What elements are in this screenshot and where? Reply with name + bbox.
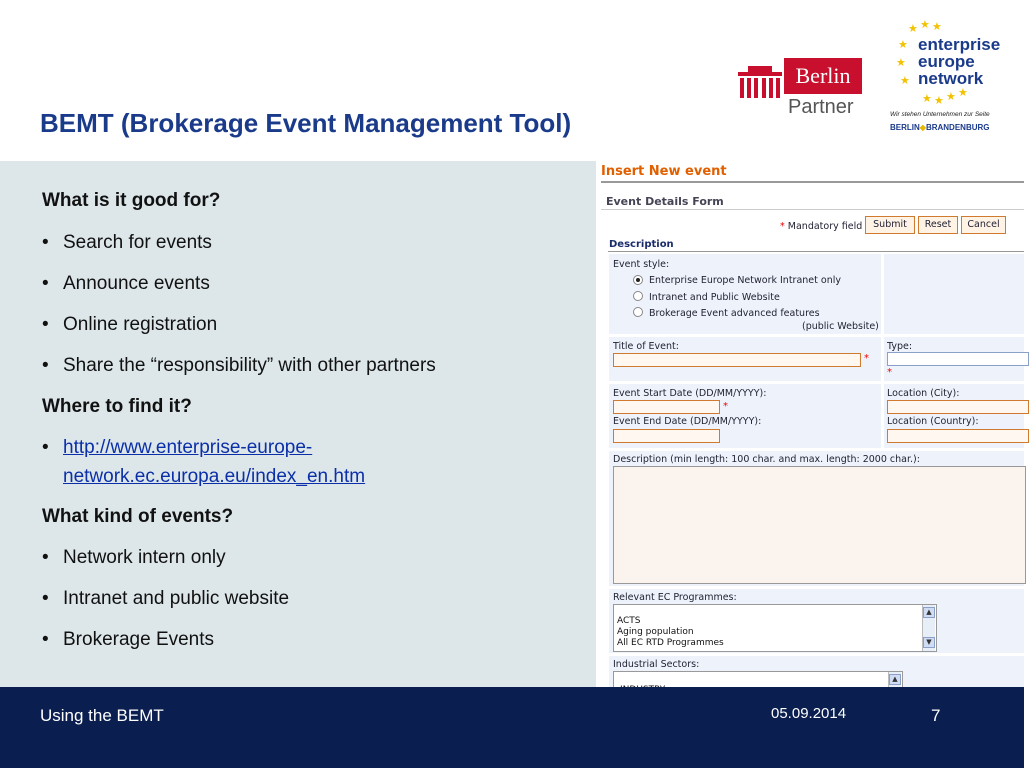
svg-text:★: ★	[934, 95, 944, 107]
svg-text:★: ★	[898, 39, 908, 51]
mandatory-text: Mandatory field	[787, 221, 863, 232]
footer-title: Using the BEMT	[40, 706, 164, 725]
ec-programmes-label: Relevant EC Programmes:	[613, 592, 737, 603]
bullet-text: Search for events	[63, 232, 212, 253]
form-title: Insert New event	[601, 164, 727, 179]
reset-button[interactable]: Reset	[918, 216, 958, 234]
bullet-icon: •	[42, 232, 49, 253]
list-item[interactable]: All EC RTD Programmes	[617, 638, 724, 648]
list-item[interactable]: Aging population	[617, 627, 694, 637]
title-divider	[601, 181, 1024, 183]
title-label: Title of Event:	[613, 341, 679, 352]
berlin-wordmark: Berlin	[784, 58, 862, 94]
svg-text:★: ★	[958, 87, 968, 99]
svg-text:★: ★	[922, 93, 932, 105]
cancel-button[interactable]: Cancel	[961, 216, 1006, 234]
style-radio-intranet[interactable]	[633, 275, 643, 285]
style-radio-brokerage[interactable]	[633, 307, 643, 317]
een-url-link[interactable]: http://www.enterprise-europe-	[63, 437, 313, 458]
event-style-label: Event style:	[613, 259, 670, 270]
end-date-label: Event End Date (DD/MM/YYYY):	[613, 416, 762, 427]
scroll-up-icon[interactable]: ▲	[889, 674, 901, 685]
een-region	[890, 123, 990, 132]
heading-kind: What kind of events?	[42, 506, 234, 527]
title-input[interactable]	[613, 353, 861, 367]
een-wordmark	[918, 36, 1000, 87]
form-subtitle: Event Details Form	[606, 195, 724, 208]
style-option-label: Brokerage Event advanced features	[649, 308, 820, 319]
bullet-icon: •	[42, 273, 49, 294]
bullet-icon: •	[42, 547, 49, 568]
type-label: Type:	[887, 341, 913, 352]
partner-wordmark: Partner	[788, 96, 854, 118]
scroll-up-icon[interactable]: ▲	[923, 607, 935, 618]
sectors-label: Industrial Sectors:	[613, 659, 700, 670]
submit-button[interactable]: Submit	[865, 216, 915, 234]
type-select[interactable]	[887, 352, 1029, 366]
bullet-icon: •	[42, 355, 49, 376]
een-line-1: enterprise	[918, 35, 1001, 54]
svg-text:★: ★	[908, 23, 918, 35]
city-label: Location (City):	[887, 388, 960, 399]
footer-date: 05.09.2014	[771, 705, 847, 722]
ec-programmes-list[interactable]	[613, 604, 937, 652]
description-textarea[interactable]	[613, 466, 1026, 584]
required-star: *	[887, 367, 892, 378]
berlin-partner-logo	[738, 58, 863, 120]
required-star: *	[723, 401, 728, 412]
slide-footer	[0, 687, 1024, 768]
start-date-input[interactable]	[613, 400, 720, 414]
svg-text:★: ★	[946, 91, 956, 103]
country-label: Location (Country):	[887, 416, 979, 427]
svg-text:★: ★	[896, 57, 906, 69]
een-url-link-cont[interactable]: network.ec.europa.eu/index_en.htm	[63, 466, 366, 487]
style-radio-public[interactable]	[633, 291, 643, 301]
style-option-note: (public Website)	[802, 321, 879, 332]
description-heading: Description	[609, 239, 674, 250]
region-berlin: BERLIN	[890, 123, 920, 132]
ec-scrollbar[interactable]	[922, 605, 935, 651]
bullet-text: Share the “responsibility” with other partners	[63, 355, 436, 376]
bullet-text: Online registration	[63, 314, 218, 335]
heading-good-for: What is it good for?	[42, 190, 221, 211]
slide-title: BEMT (Brokerage Event Management Tool)	[40, 108, 572, 138]
svg-text:★: ★	[932, 21, 942, 33]
start-date-label: Event Start Date (DD/MM/YYYY):	[613, 388, 767, 399]
style-option-label: Intranet and Public Website	[649, 292, 780, 303]
een-line-3: network	[918, 69, 984, 88]
enterprise-europe-network-logo	[886, 18, 1006, 138]
page-number: 7	[931, 706, 941, 725]
event-form-screenshot	[596, 161, 1024, 687]
list-item[interactable]: ACTS	[617, 616, 641, 626]
scroll-down-icon[interactable]: ▼	[923, 637, 935, 648]
description-divider	[608, 251, 1024, 252]
brandenburg-gate-icon	[738, 66, 782, 98]
svg-text:★: ★	[920, 19, 930, 31]
bullet-icon: •	[42, 437, 49, 458]
heading-where: Where to find it?	[42, 396, 192, 417]
region-brandenburg: BRANDENBURG	[925, 123, 990, 132]
bullet-icon: •	[42, 629, 49, 650]
bullet-text: Network intern only	[63, 547, 226, 568]
city-input[interactable]	[887, 400, 1029, 414]
bullet-text: Brokerage Events	[63, 629, 215, 650]
bullet-icon: •	[42, 314, 49, 335]
description-label: Description (min length: 100 char. and max. length: 2000 char.):	[613, 454, 920, 465]
style-option-label: Enterprise Europe Network Intranet only	[649, 275, 841, 286]
region-separator-icon: ◆	[919, 123, 926, 132]
required-star: *	[864, 353, 869, 364]
country-input[interactable]	[887, 429, 1029, 443]
bullet-text: Announce events	[63, 273, 210, 294]
een-line-2: europe	[918, 52, 975, 71]
mandatory-note	[780, 221, 862, 232]
empty-cell	[884, 254, 1024, 334]
end-date-input[interactable]	[613, 429, 720, 443]
bullet-icon: •	[42, 588, 49, 609]
een-tagline: Wir stehen Unternehmen zur Seite	[890, 111, 990, 118]
subtitle-divider	[601, 209, 1024, 210]
svg-text:★: ★	[900, 75, 910, 87]
mandatory-star: *	[780, 221, 785, 232]
bullet-text: Intranet and public website	[63, 588, 290, 609]
